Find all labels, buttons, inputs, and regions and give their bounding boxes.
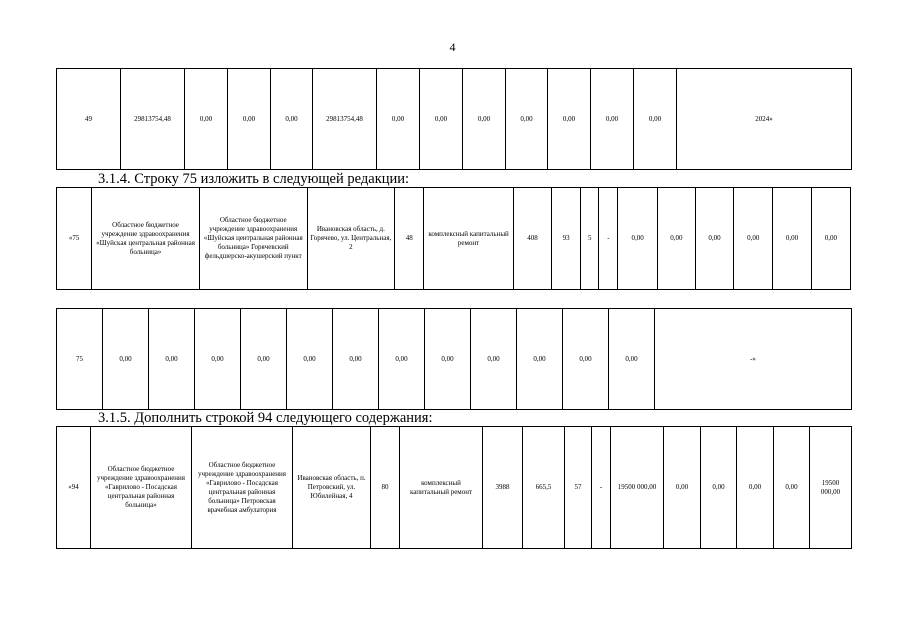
- cell: 0,00: [618, 188, 657, 290]
- cell: 0,00: [271, 69, 313, 170]
- object-cell: Областное бюджетное учреждение здравоохранения «Гаврилово - Посадская центральная районная больница» Петровская врачебная амбулатория: [192, 427, 293, 549]
- cell: 0,00: [548, 69, 591, 170]
- cell: 0,00: [737, 427, 774, 549]
- table-row: [57, 427, 852, 549]
- cell: 49: [57, 69, 121, 170]
- row-number: «75: [57, 188, 92, 290]
- cell: 0,00: [517, 309, 563, 410]
- table-row-75-part1: [56, 187, 851, 290]
- cell: -»: [655, 309, 852, 410]
- cell: 0,00: [425, 309, 471, 410]
- cell: 48: [395, 188, 424, 290]
- cell: 0,00: [287, 309, 333, 410]
- cell: 19500 000,00: [810, 427, 852, 549]
- cell: 0,00: [506, 69, 548, 170]
- row-number: «94: [57, 427, 91, 549]
- cell: 0,00: [471, 309, 517, 410]
- cell: 0,00: [591, 69, 634, 170]
- cell: 665,5: [523, 427, 565, 549]
- cell: 0,00: [563, 309, 609, 410]
- table-row: [57, 309, 852, 410]
- cell: 0,00: [811, 188, 850, 290]
- cell: 0,00: [377, 69, 420, 170]
- cell: 80: [371, 427, 400, 549]
- cell: 0,00: [609, 309, 655, 410]
- cell: 0,00: [185, 69, 228, 170]
- cell: 3988: [483, 427, 523, 549]
- cell: 0,00: [774, 427, 810, 549]
- section-heading-3-1-5: 3.1.5. Дополнить строкой 94 следующего содержания:: [98, 410, 433, 426]
- cell: 93: [552, 188, 581, 290]
- cell: 2024»: [677, 69, 852, 170]
- address-cell: Ивановская область, п. Петровский, ул. Юбилейная, 4: [293, 427, 371, 549]
- cell: 19500 000,00: [611, 427, 664, 549]
- cell: 0,00: [657, 188, 695, 290]
- customer-cell: Областное бюджетное учреждение здравоохранения «Шуйская центральная районная больница»: [92, 188, 200, 290]
- work-type-cell: комплексный капитальный ремонт: [424, 188, 514, 290]
- work-type-cell: комплексный капитальный ремонт: [400, 427, 483, 549]
- cell: 0,00: [379, 309, 425, 410]
- cell: 0,00: [333, 309, 379, 410]
- cell: 57: [565, 427, 592, 549]
- cell: 75: [57, 309, 103, 410]
- customer-cell: Областное бюджетное учреждение здравоохранения «Гаврилово - Посадская центральная районная больница»: [91, 427, 192, 549]
- table-row-49-continuation: [56, 68, 852, 170]
- cell: 0,00: [241, 309, 287, 410]
- cell: 0,00: [103, 309, 149, 410]
- table-row: [57, 69, 852, 170]
- cell: 0,00: [463, 69, 506, 170]
- cell: 0,00: [664, 427, 701, 549]
- cell: 29813754,48: [313, 69, 377, 170]
- page-number: 4: [449, 40, 456, 54]
- cell: 0,00: [228, 69, 271, 170]
- cell: 0,00: [420, 69, 463, 170]
- section-heading-3-1-4: 3.1.4. Строку 75 изложить в следующей редакции:: [98, 171, 410, 187]
- cell: 0,00: [701, 427, 737, 549]
- object-cell: Областное бюджетное учреждение здравоохранения «Шуйская центральная районная больница» Горячевский фельдшерско-акушерский пункт: [199, 188, 307, 290]
- cell: 0,00: [149, 309, 195, 410]
- cell: 408: [513, 188, 551, 290]
- cell: 0,00: [734, 188, 773, 290]
- address-cell: Ивановская область, д. Горячево, ул. Центральная, 2: [307, 188, 395, 290]
- cell: 0,00: [773, 188, 811, 290]
- cell: -: [592, 427, 611, 549]
- table-row: [57, 188, 851, 290]
- cell: 0,00: [695, 188, 733, 290]
- cell: 5: [581, 188, 599, 290]
- table-row-75-part2: [56, 308, 852, 410]
- cell: 29813754,48: [121, 69, 185, 170]
- cell: -: [599, 188, 618, 290]
- table-row-94: [56, 426, 852, 549]
- cell: 0,00: [634, 69, 677, 170]
- cell: 0,00: [195, 309, 241, 410]
